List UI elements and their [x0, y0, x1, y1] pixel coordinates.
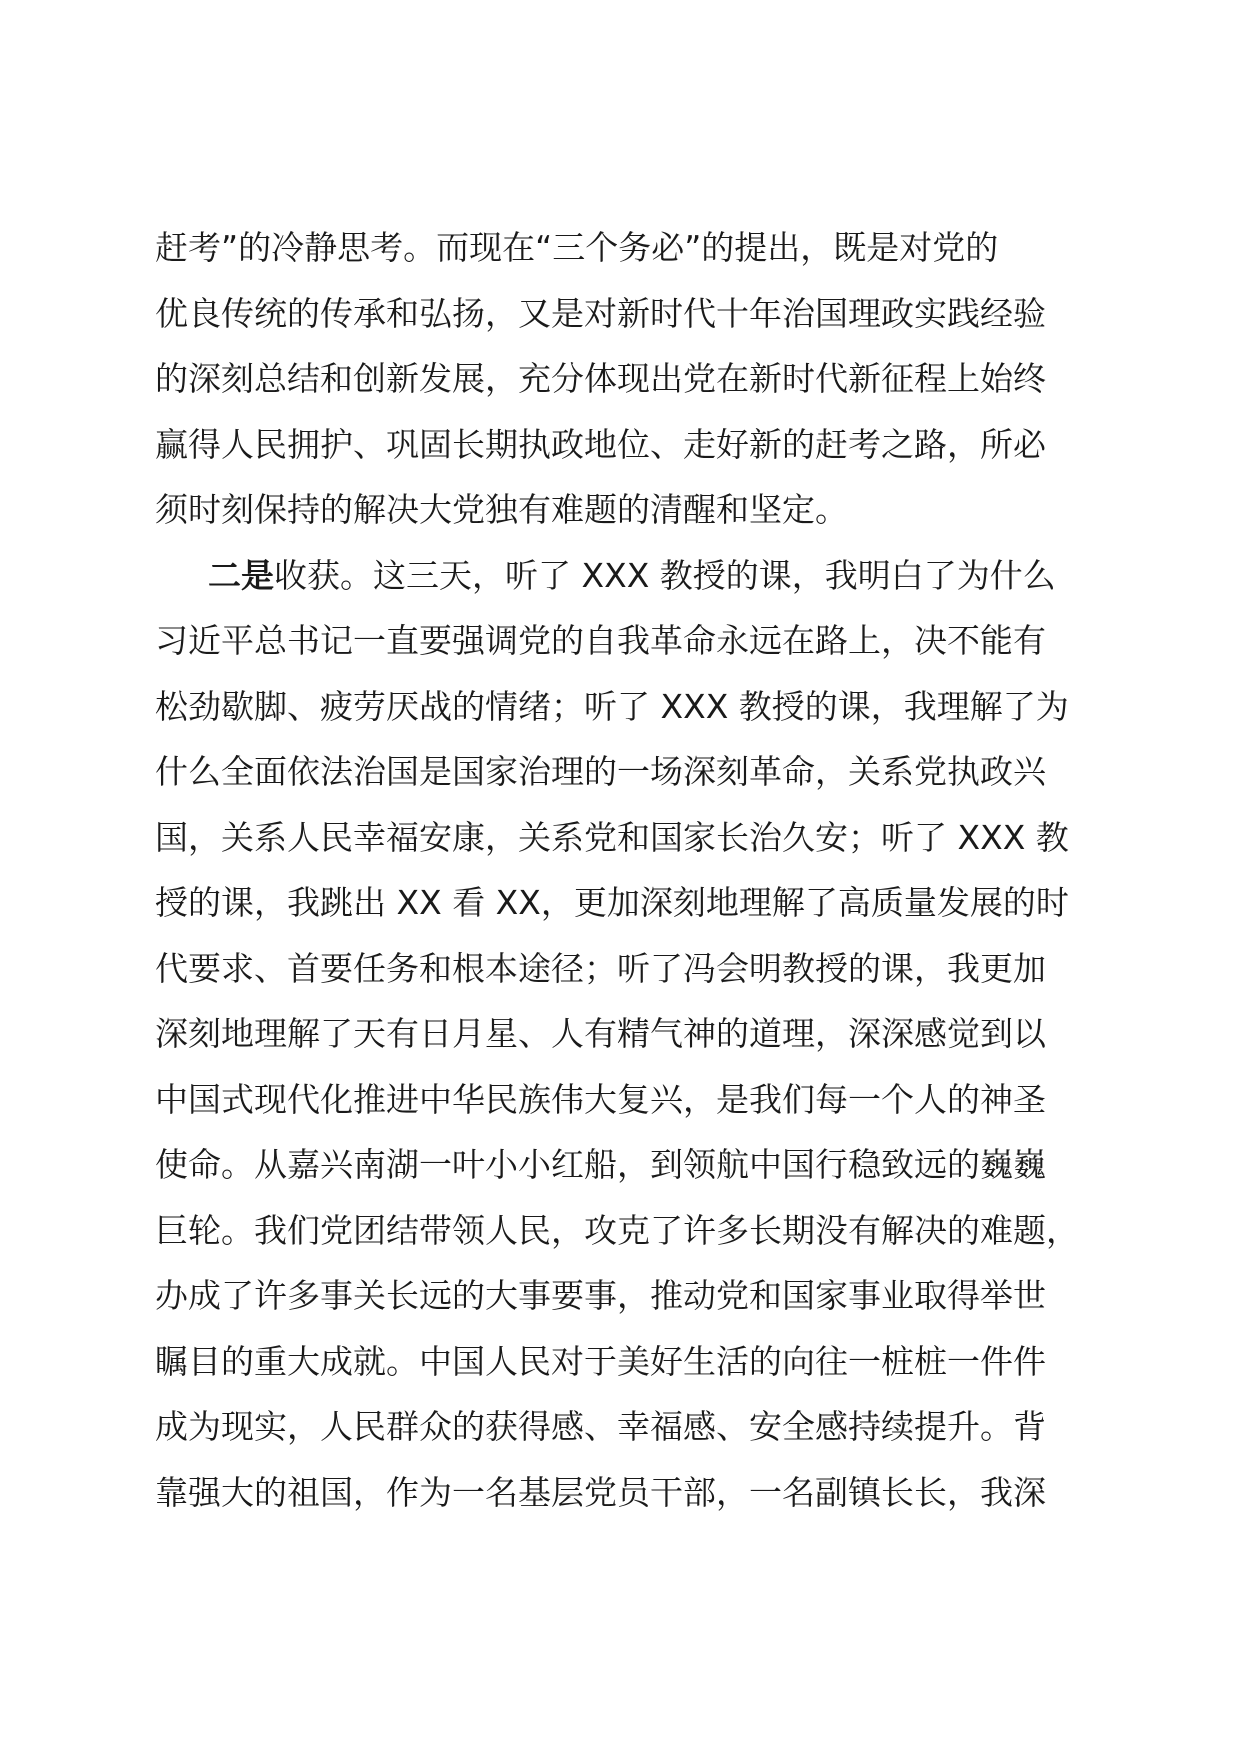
paragraph-lead-heading: 二是: [208, 555, 274, 595]
text-line: 须时刻保持的解决大党独有难题的清醒和坚定。: [155, 490, 848, 529]
text-line: 授的课，我跳出 XX 看 XX，更加深刻地理解了高质量发展的时: [155, 883, 1069, 922]
paragraph-1: [155, 215, 1085, 543]
text-line: 的深刻总结和创新发展，充分体现出党在新时代新征程上始终: [155, 359, 1046, 398]
paragraph-first-line: [155, 543, 1085, 609]
text-line: 靠强大的祖国，作为一名基层党员干部，一名副镇长长，我深: [155, 1472, 1046, 1512]
text-line: 优良传统的传承和弘扬，又是对新时代十年治国理政实践经验: [155, 293, 1046, 333]
text-line: 瞩目的重大成就。中国人民对于美好生活的向往一桩桩一件件: [155, 1341, 1046, 1381]
text-line: 深刻地理解了天有日月星、人有精气神的道理，深深感觉到以: [155, 1014, 1046, 1053]
text-line: 办成了许多事关长远的大事要事，推动党和国家事业取得举世: [155, 1276, 1046, 1315]
text-line: 松劲歇脚、疲劳厌战的情绪；听了 XXX 教授的课，我理解了为: [155, 686, 1069, 726]
text-line: 成为现实，人民群众的获得感、幸福感、安全感持续提升。背: [155, 1407, 1046, 1446]
text-line: 巨轮。我们党团结带领人民，攻克了许多长期没有解决的难题，: [155, 1210, 1079, 1250]
text-line: 什么全面依法治国是国家治理的一场深刻革命，关系党执政兴: [155, 752, 1046, 791]
text-line: 赶考”的冷静思考。而现在“三个务必”的提出，既是对党的: [155, 228, 999, 267]
text-line: 国，关系人民幸福安康，关系党和国家长治久安；听了 XXX 教: [155, 817, 1069, 857]
text-line: 中国式现代化推进中华民族伟大复兴，是我们每一个人的神圣: [155, 1079, 1046, 1119]
text-line: 使命。从嘉兴南湖一叶小小红船，到领航中国行稳致远的巍巍: [155, 1145, 1046, 1184]
paragraph-2: [155, 543, 1085, 1526]
document-body: [155, 215, 1085, 1525]
text-line: 代要求、首要任务和根本途径；听了冯会明教授的课，我更加: [155, 948, 1046, 988]
text-line: 习近平总书记一直要强调党的自我革命永远在路上，决不能有: [155, 621, 1046, 660]
text-line-rest: 收获。这三天，听了 XXX 教授的课，我明白了为什么: [274, 555, 1056, 595]
text-line: 赢得人民拥护、巩固长期执政地位、走好新的赶考之路，所必: [155, 424, 1046, 464]
